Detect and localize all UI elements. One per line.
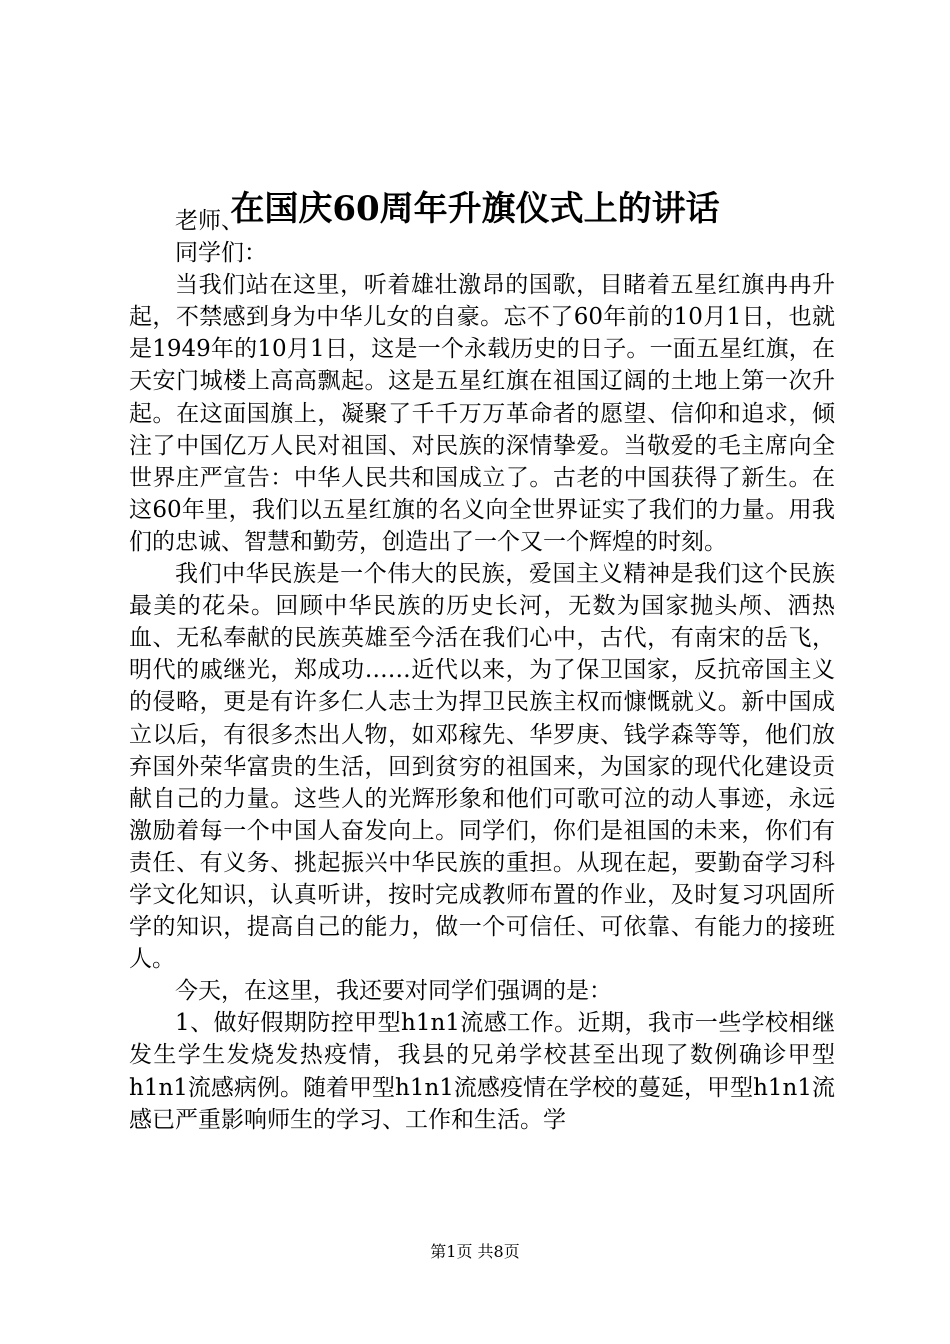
paragraph-3: 今天，在这里，我还要对同学们强调的是： [175, 978, 612, 1005]
paragraph-1: 当我们站在这里，听着雄壮激昂的国歌，目睹着五星红旗冉冉升起，不禁感到身为中华儿女的自豪。忘不了60年前的10月1日，也就是1949年的10月1日，这是一个永载历史的日子。一面五星红旗，在天安门城楼上高高飘起。这是五星红旗在祖国辽阔的土地上第一次升起。在这面国旗上，凝聚了千千万万革命者的愿望、信仰和追求，倾注了中国亿万人民对祖国、对民族的深情挚爱。当敬爱的毛主席向全世界庄严宣告：中华人民共和国成立了。古老的中国获得了新生。在这60年里，我们以五星红旗的名义向全世界证实了我们的力量。用我们的忠诚、智慧和勤劳，创造出了一个又一个辉煌的时刻。 [129, 272, 835, 555]
paragraph-2: 我们中华民族是一个伟大的民族，爱国主义精神是我们这个民族最美的花朵。回顾中华民族的历史长河，无数为国家抛头颅、洒热血、无私奉献的民族英雄至今活在我们心中，古代，有南宋的岳飞，明代的戚继光，郑成功……近代以来，为了保卫国家，反抗帝国主义的侵略，更是有许多仁人志士为捍卫民族主权而慷慨就义。新中国成立以后，有很多杰出人物，如邓稼先、华罗庚、钱学森等等，他们放弃国外荣华富贵的生活，回到贫穷的祖国来，为国家的现代化建设贡献自己的力量。这些人的光辉形象和他们可歌可泣的动人事迹，永远激励着每一个中国人奋发向上。同学们，你们是祖国的未来，你们有责任、有义务、挑起振兴中华民族的重担。从现在起，要勤奋学习科学文化知识，认真听讲，按时完成教师布置的作业，及时复习巩固所学的知识，提高自己的能力，做一个可信任、可依靠、有能力的接班人。 [129, 561, 835, 973]
paragraph-4: 1、做好假期防控甲型h1n1流感工作。近期，我市一些学校相继发生学生发烧发热疫情，我县的兄弟学校甚至出现了数例确诊甲型h1n1流感病例。随着甲型h1n1流感疫情在学校的蔓延，甲型h1n1流感已严重影响师生的学习、工作和生活。学 [129, 1010, 835, 1133]
document-body [129, 205, 835, 1136]
page-number-footer: 第1页 共8页 [430, 1242, 520, 1261]
salutation-teachers: 老师、 [175, 208, 244, 234]
salutation-students: 同学们： [175, 240, 267, 267]
page-title: 在国庆60周年升旗仪式上的讲话 [230, 189, 720, 229]
